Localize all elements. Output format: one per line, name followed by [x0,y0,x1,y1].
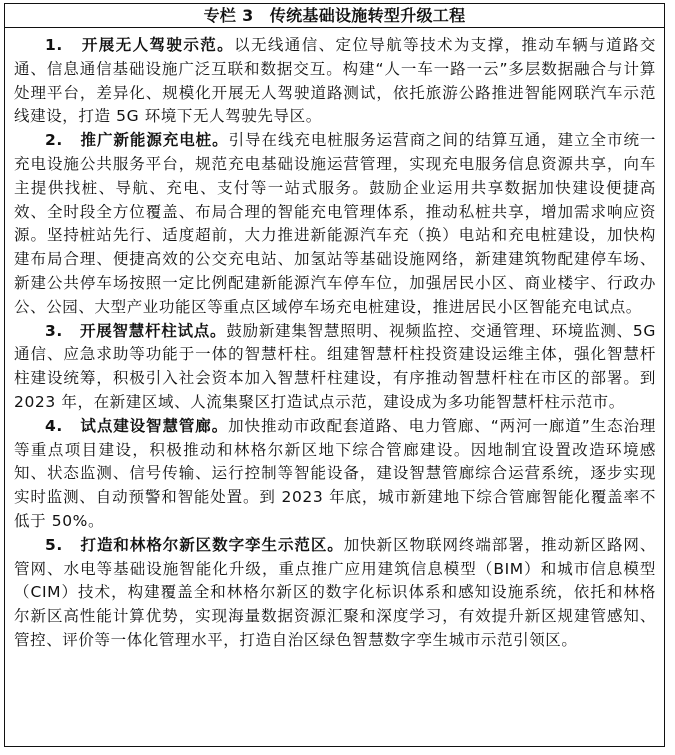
item-2 [14,129,656,319]
item-number: 3. [45,321,63,340]
column-box [4,3,665,747]
item-text: 加快新区物联网终端部署，推动新区路网、管网、水电等基础设施智能化升级，重点推广应用建筑信息模型（BIM）和城市信息模型（CIM）技术，构建覆盖全和林格尔新区的数字化标识体系和感知设施系统，依托和林格尔新区高性能计算优势，实现海量数据资源汇聚和深度学习，有效提升新区规建管感知、管控、评价等一体化管理水平，打造自治区绿色智慧数字孪生城市示范引领区。 [14,535,656,649]
item-number: 4. [45,416,63,435]
item-text: 以无线通信、定位导航等技术为支撑，推动车辆与道路交通、信息通信基础设施广泛互联和数据交互。构建“人一车一路一云”多层数据融合与计算处理平台，差异化、规模化开展无人驾驶道路测试，依托旅游公路推进智能网联汽车示范线建设，打造 5G 环境下无人驾驶先导区。 [14,36,656,126]
item-number: 2. [45,131,63,150]
item-text: 加快推动市政配套道路、电力管廊、“两河一廊道”生态治理等重点项目建设，积极推动和林格尔新区地下综合管廊建设。因地制宜设置改造环境感知、状态监测、信号传输、运行控制等智能设备，建设智慧管廊综合运营系统，逐步实现实时监测、自动预警和智能处置。到 2023 年底，城市新建地下综合管廊智能化覆盖率不低于 50%。 [14,416,657,530]
item-heading: 打造和林格尔新区数字孪生示范区。 [80,535,344,554]
item-text: 鼓励新建集智慧照明、视频监控、交通管理、环境监测、5G 通信、应急求助等功能于一体的智慧杆柱。组建智慧杆柱投资建设运维主体，强化智慧杆柱建设统筹，积极引入社会资本加入智慧杆柱建设，有序推动智慧杆柱在市区的部署。到 2023 年，在新建区域、人流集聚区打造试点示范，建设成为多功能智慧杆柱示范市。 [14,321,656,411]
item-heading: 推广新能源充电桩。 [80,131,229,150]
item-5 [14,534,656,653]
item-3 [14,320,656,415]
item-heading: 开展无人驾驶示范。 [81,36,235,54]
item-number: 1. [45,36,63,54]
item-4 [14,415,656,534]
column-content [5,28,664,653]
column-title: 专栏 3 传统基础设施转型升级工程 [5,4,664,28]
item-heading: 开展智慧杆柱试点。 [79,321,227,340]
item-1 [14,34,656,129]
item-text: 引导在线充电桩服务运营商之间的结算互通，建立全市统一充电设施公共服务平台，规范充电基础设施运营管理，实现充电服务信息资源共享，向车主提供找桩、导航、充电、支付等一站式服务。鼓励企业运用共享数据加快建设便捷高效、全时段全方位覆盖、布局合理的智能充电管理体系，推动私桩共享，增加需求响应资源。坚持桩站先行、适度超前，大力推进新能源汽车充（换）电站和充电桩建设，加快构建布局合理、便捷高效的公交充电站、加氢站等基础设施网络，新建建筑物配建停车场、新建公共停车场按照一定比例配建新能源汽车停车位，加强居民小区、商业楼宇、行政办公、公园、大型产业功能区等重点区域停车场充电桩建设，推进居民小区智能充电试点。 [14,131,656,316]
item-heading: 试点建设智慧管廊。 [80,416,229,435]
item-number: 5. [45,535,63,554]
